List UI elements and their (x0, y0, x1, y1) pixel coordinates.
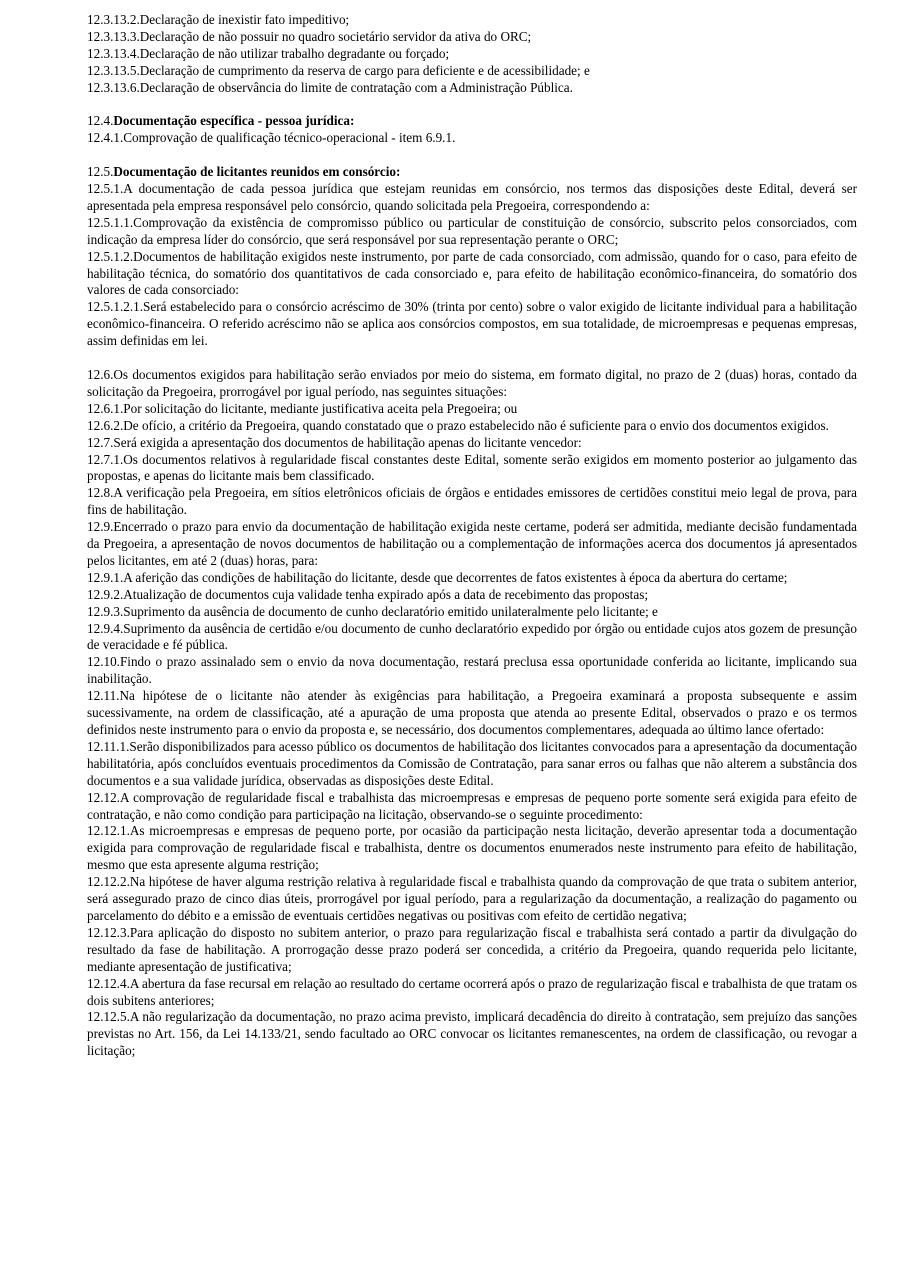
clause-12-6: 12.6.Os documentos exigidos para habilitação serão enviados por meio do sistema, em formato digital, no prazo de 2 (duas) horas, contado da solicitação da Pregoeira, prorrogável por igual período, nas seguintes situações: (87, 366, 857, 399)
section-number: 12.5. (87, 164, 114, 180)
section-number: 12.4. (87, 113, 114, 129)
spacer (87, 97, 857, 114)
clause-12-5-1-2-1: 12.5.1.2.1.Será estabelecido para o consórcio acréscimo de 30% (trinta por cento) sobre o valor exigido de licitante individual para a habilitação econômico-financeira. O referido acréscimo não se aplica aos consórcios compostos, em sua totalidade, de microempresas e pequenas empresas, assim definidas em lei. (87, 299, 857, 349)
clause-12-5-1: 12.5.1.A documentação de cada pessoa jurídica que estejam reunidas em consórcio, nos termos das disposições deste Edital, deverá ser apresentada pela empresa responsável pelo consórcio, quando solicitada pela Pregoeira, correspondendo a: (87, 181, 857, 213)
clause-12-3-13-4: 12.3.13.4.Declaração de não utilizar trabalho degradante ou forçado; (87, 45, 450, 61)
clause-12-4-1: 12.4.1.Comprovação de qualificação técnico-operacional - item 6.9.1. (87, 130, 456, 146)
clause-12-9-1: 12.9.1.A aferição das condições de habilitação do licitante, desde que decorrentes de fatos existentes à época da abertura do certame; (87, 569, 788, 585)
clause-12-3-13-6: 12.3.13.6.Declaração de observância do limite de contratação com a Administração Pública. (87, 79, 573, 95)
clause-12-3-13-2: 12.3.13.2.Declaração de inexistir fato impeditivo; (87, 12, 350, 27)
clause-12-8: 12.8.A verificação pela Pregoeira, em sítios eletrônicos oficiais de órgãos e entidades emissores de certidões constitui meio legal de prova, para fins de habilitação. (87, 485, 857, 518)
clause-12-12: 12.12.A comprovação de regularidade fiscal e trabalhista das microempresas e empresas de pequeno porte somente será exigida para efeito de contratação, e não como condição para participação na licitação, observando-se o seguinte procedimento: (87, 789, 857, 822)
clause-12-5-1-1: 12.5.1.1.Comprovação da existência de compromisso público ou particular de constituição de consórcio, subscrito pelos consorciados, com indicação da empresa líder do consórcio, que será responsável por sua representação perante o ORC; (87, 214, 857, 247)
clause-12-9-2: 12.9.2.Atualização de documentos cuja validade tenha expirado após a data de recebimento das propostas; (87, 586, 648, 602)
clause-12-7-1: 12.7.1.Os documentos relativos à regularidade fiscal constantes deste Edital, somente serão exigidos em momento posterior ao julgamento das propostas, e apenas do licitante mais bem classificado. (87, 451, 857, 484)
section-title: Documentação específica - pessoa jurídica: (113, 113, 355, 129)
clause-12-10: 12.10.Findo o prazo assinalado sem o envio da nova documentação, restará preclusa essa oportunidade conferida ao licitante, implicando sua inabilitação. (87, 654, 857, 687)
clause-12-12-1: 12.12.1.As microempresas e empresas de pequeno porte, por ocasião da participação nesta licitação, deverão apresentar toda a documentação exigida para comprovação de regularidade fiscal e trabalhista, dentre os documentos enumerados neste instrumento para efeito de habilitação, mesmo que esta apresente alguma restrição; (87, 823, 857, 873)
spacer (87, 147, 857, 164)
clause-12-9: 12.9.Encerrado o prazo para envio da documentação de habilitação exigida neste certame, poderá ser admitida, mediante decisão fundamentada da Pregoeira, a apresentação de novos documentos de habilitação ou a complementação de informações acerca dos documentos já apresentados pelos licitantes, em até 2 (duas) horas, para: (87, 519, 857, 568)
clause-12-9-3: 12.9.3.Suprimento da ausência de documento de cunho declaratório emitido unilateralmente pelo licitante; e (87, 603, 658, 619)
clause-12-12-5: 12.12.5.A não regularização da documentação, no prazo acima previsto, implicará decadência do direito à contratação, sem prejuízo das sanções previstas no Art. 156, da Lei 14.133/21, sendo facultado ao ORC convocar os licitantes remanescentes, na ordem de classificação, ou revogar a licitação; (87, 1009, 857, 1059)
clause-12-12-3: 12.12.3.Para aplicação do disposto no subitem anterior, o prazo para regularização fiscal e trabalhista será contado a partir da divulgação do resultado da fase de habilitação. A prorrogação desse prazo poderá ser concedida, a critério da Pregoeira, quando requerida pelo licitante, mediante apresentação de justificativa; (87, 924, 857, 974)
clause-12-12-4: 12.12.4.A abertura da fase recursal em relação ao resultado do certame ocorrerá após o prazo de regularização fiscal e trabalhista de que tratam os dois subitens anteriores; (87, 975, 857, 1008)
document-page (87, 12, 857, 1060)
spacer (87, 350, 857, 367)
section-12-4-heading (87, 113, 857, 130)
clause-12-7: 12.7.Será exigida a apresentação dos documentos de habilitação apenas do licitante vencedor: (87, 434, 582, 450)
clause-12-12-2: 12.12.2.Na hipótese de haver alguma restrição relativa à regularidade fiscal e trabalhista quando da comprovação de que trata o subitem anterior, será assegurado prazo de cinco dias úteis, prorrogável por igual período, para a regularização da documentação, a realização do pagamento ou parcelamento do débito e a emissão de eventuais certidões negativas ou positivas com efeito de certidão negativa; (87, 874, 857, 923)
clause-12-11: 12.11.Na hipótese de o licitante não atender às exigências para habilitação, a Pregoeira examinará a proposta subsequente e assim sucessivamente, na ordem de classificação, até a apuração de uma proposta que atenda ao presente Edital, observados o prazo e os termos definidos neste instrumento para o envio da proposta e, se necessário, dos documentos complementares, adequada ao último lance ofertado: (87, 688, 857, 738)
clause-12-6-2: 12.6.2.De ofício, a critério da Pregoeira, quando constatado que o prazo estabelecido não é suficiente para o envio dos documentos exigidos. (87, 417, 829, 433)
clause-12-3-13-3: 12.3.13.3.Declaração de não possuir no quadro societário servidor da ativa do ORC; (87, 28, 532, 44)
clause-12-5-1-2: 12.5.1.2.Documentos de habilitação exigidos neste instrumento, por parte de cada consorciado, com admissão, quando for o caso, para efeito de habilitação técnica, do somatório dos quantitativos de cada consorciado e, para efeito de habilitação econômico-financeira, do somatório dos valores de cada consorciado: (87, 248, 857, 298)
clause-12-9-4: 12.9.4.Suprimento da ausência de certidão e/ou documento de cunho declaratório expedido por órgão ou entidade cujos atos gozem de presunção de veracidade e fé pública. (87, 620, 857, 653)
section-title: Documentação de licitantes reunidos em consórcio: (113, 164, 401, 180)
clause-12-11-1: 12.11.1.Serão disponibilizados para acesso público os documentos de habilitação dos licitantes convocados para a apresentação da documentação habilitatória, após concluídos eventuais procedimentos da Comissão de Contratação, para sanar erros ou falhas que não alterem a substância dos documentos e a sua validade jurídica, observadas as disposições deste Edital. (87, 738, 857, 788)
section-12-5-heading (87, 164, 857, 181)
clause-12-3-13-5: 12.3.13.5.Declaração de cumprimento da reserva de cargo para deficiente e de acessibilidade; e (87, 62, 590, 78)
clause-12-6-1: 12.6.1.Por solicitação do licitante, mediante justificativa aceita pela Pregoeira; ou (87, 400, 518, 416)
